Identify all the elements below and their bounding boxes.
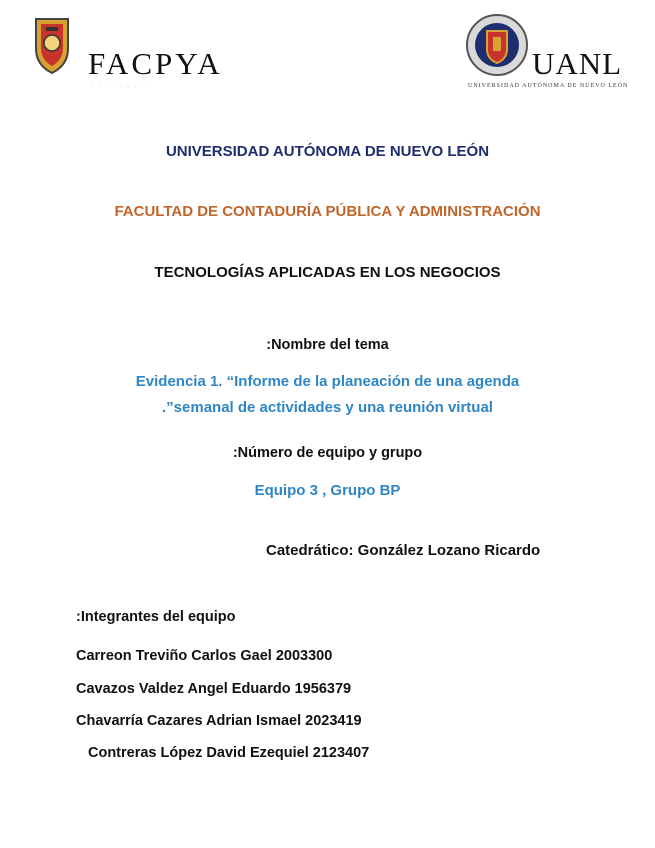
team-value: Equipo 3 , Grupo BP (254, 482, 401, 499)
course-title: TECNOLOGÍAS APLICADAS EN LOS NEGOCIOS (154, 264, 501, 281)
member-item: Contreras López David Ezequiel 2123407 (88, 745, 370, 761)
uanl-seal-logo (465, 13, 529, 77)
topic-line-2: .”semanal de actividades y una reunión virtual (162, 399, 493, 416)
member-item: Carreon Treviño Carlos Gael 2003300 (76, 648, 333, 664)
member-item: Chavarría Cazares Adrian Ismael 2023419 (76, 713, 362, 729)
facpya-wordmark: FACPYA (88, 46, 223, 81)
team-label: :Número de equipo y grupo (232, 445, 423, 461)
university-title: UNIVERSIDAD AUTÓNOMA DE NUEVO LEÓN (165, 143, 490, 160)
member-item: Cavazos Valdez Angel Eduardo 1956379 (76, 681, 352, 697)
topic-line-1: Evidencia 1. “Informe de la planeación de una agenda (135, 373, 520, 390)
faculty-title: FACULTAD DE CONTADURÍA PÚBLICA Y ADMINISTRACIÓN (114, 203, 541, 220)
facpya-shield-logo (32, 15, 72, 75)
uanl-wordmark: UANL (532, 46, 623, 81)
uanl-tagline: UNIVERSIDAD AUTÓNOMA DE NUEVO LEÓN (468, 83, 629, 89)
professor-line: Catedrático: González Lozano Ricardo (266, 542, 541, 559)
topic-label: :Nombre del tema (266, 337, 389, 353)
facpya-tagline: · · · · · · · · · (92, 84, 153, 90)
members-label: :Integrantes del equipo (76, 609, 236, 625)
